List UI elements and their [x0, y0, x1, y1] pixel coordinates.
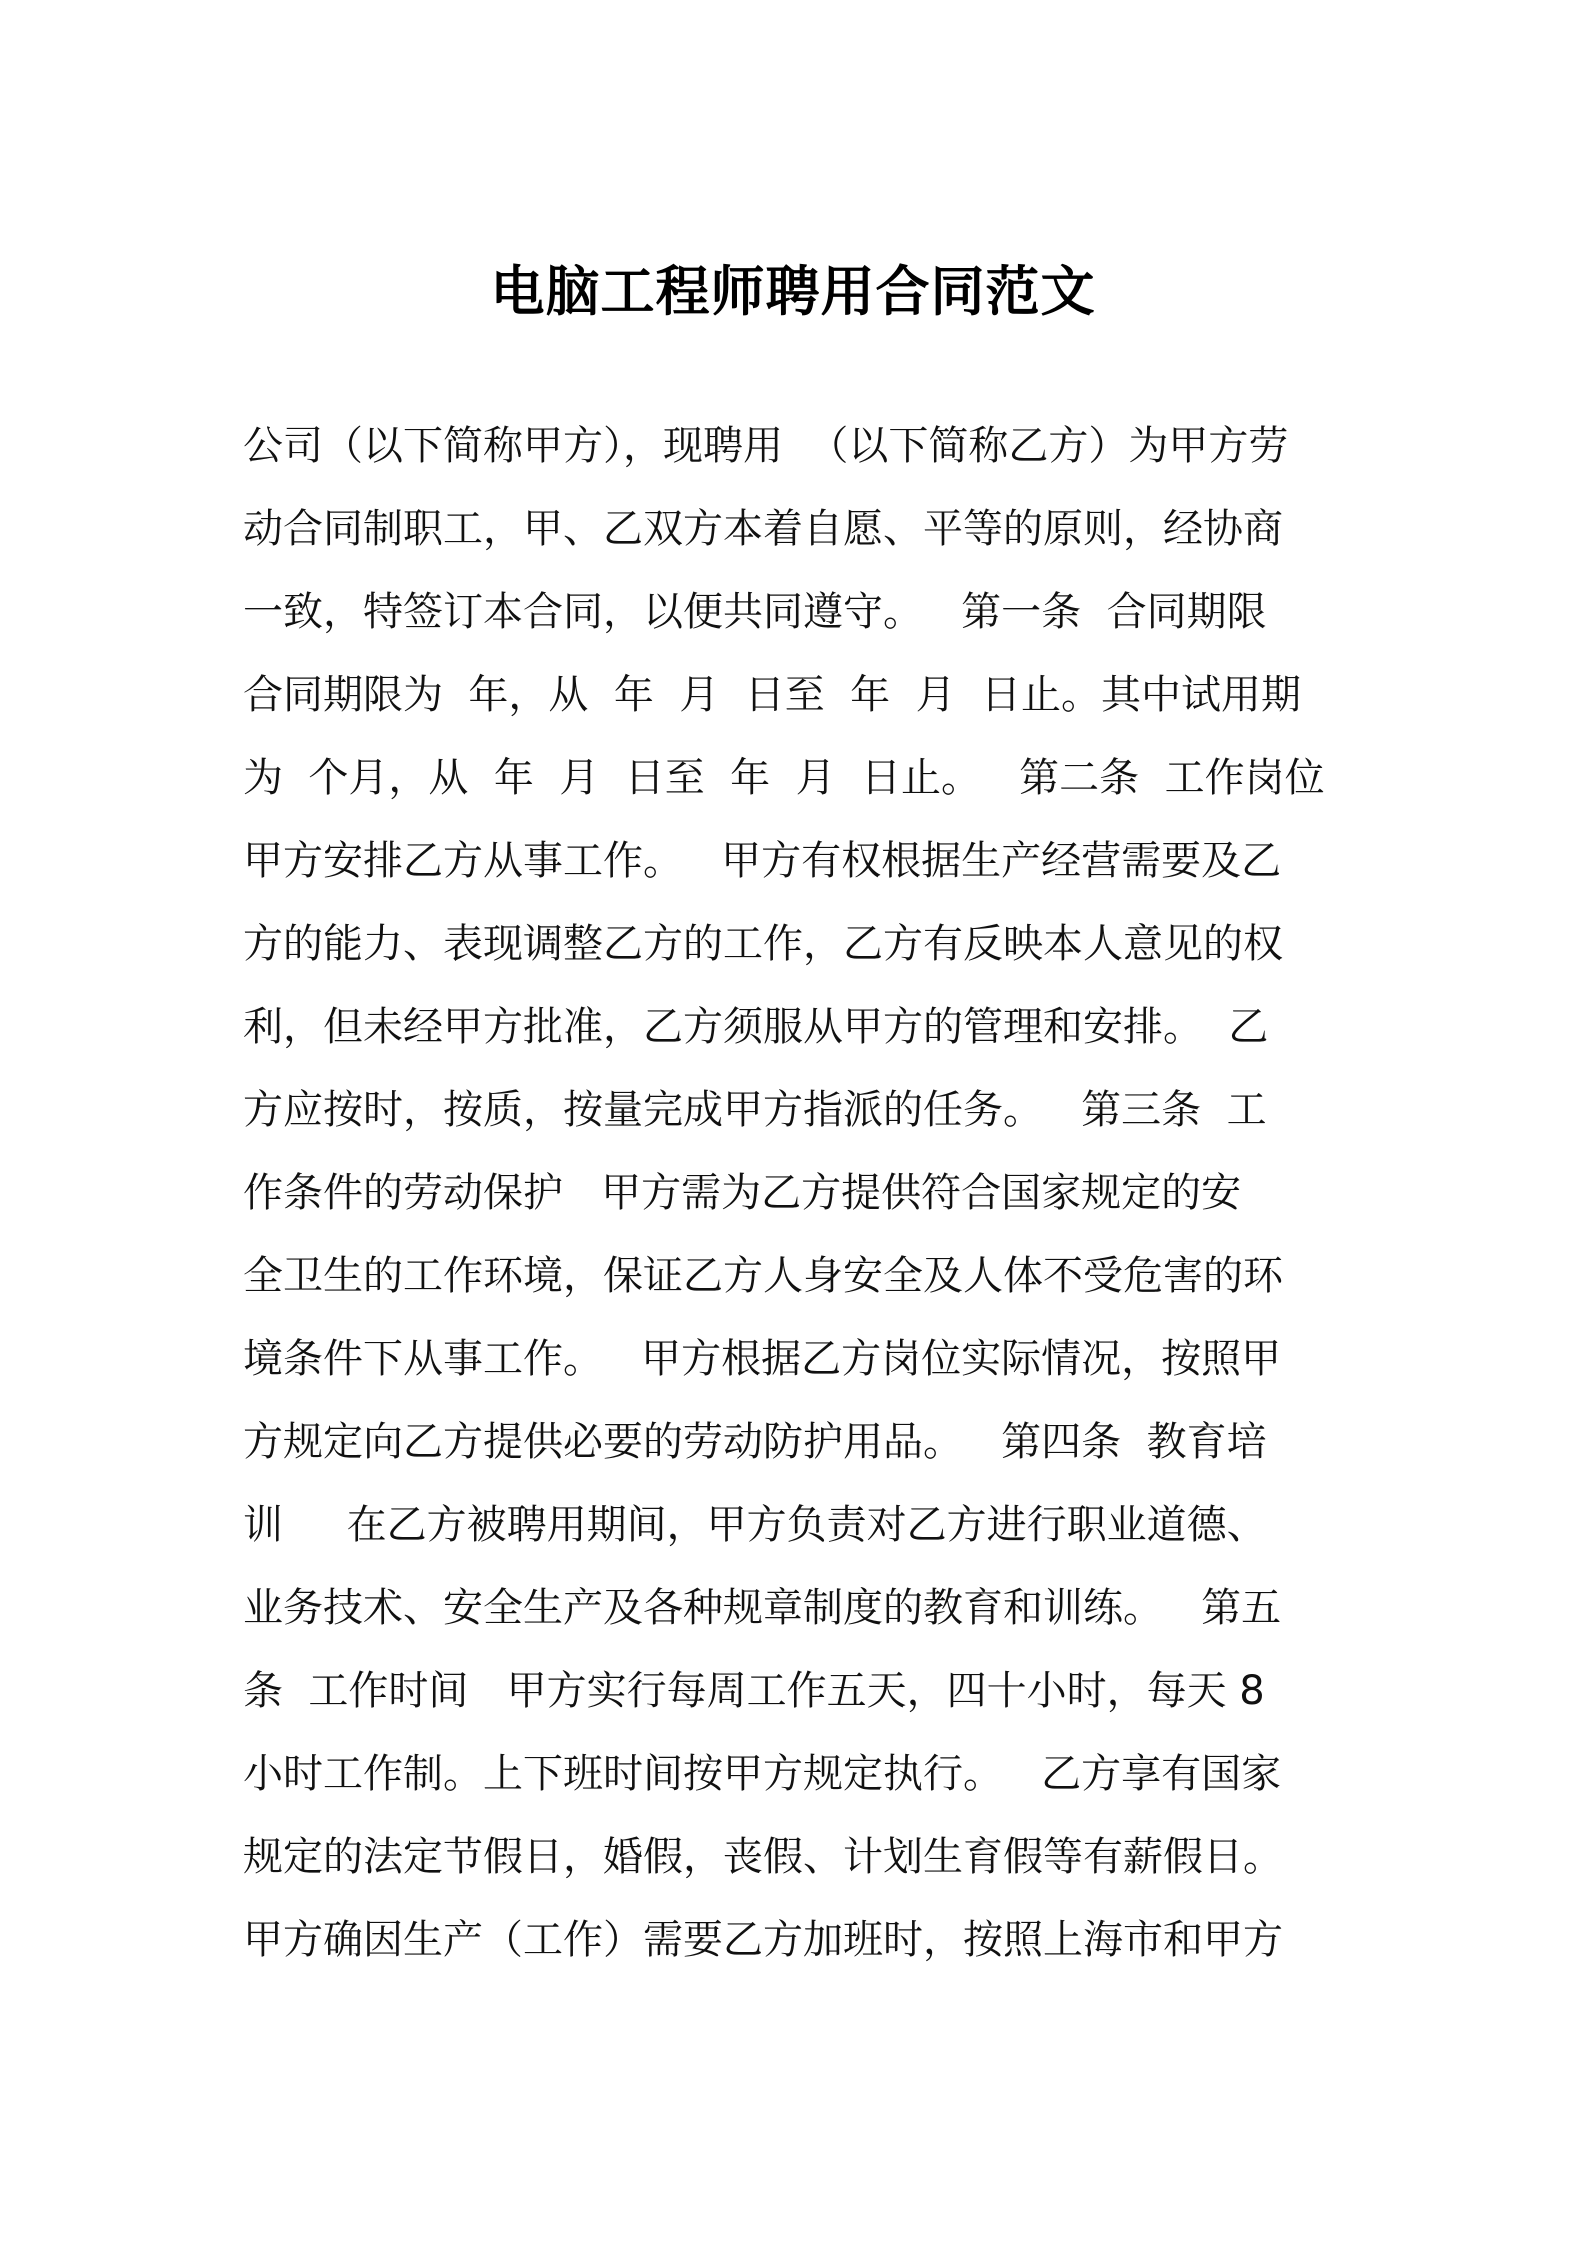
body-line: 公司（以下简称甲方），现聘用 （以下简称乙方）为甲方劳 [243, 423, 1289, 469]
body-line: 方应按时，按质，按量完成甲方指派的任务。 第三条 工 [243, 1087, 1267, 1133]
body-line: 为 个月，从 年 月 日至 年 月 日止。 第二条 工作岗位 [243, 755, 1325, 801]
body-line: 合同期限为 年，从 年 月 日至 年 月 日止。其中试用期 [243, 672, 1302, 718]
body-line: 方的能力、表现调整乙方的工作，乙方有反映本人意见的权 [243, 921, 1283, 967]
body-line: 全卫生的工作环境，保证乙方人身安全及人体不受危害的环 [243, 1253, 1283, 1299]
body-line: 一致，特签订本合同，以便共同遵守。 第一条 合同期限 [243, 589, 1267, 635]
body-line: 训 在乙方被聘用期间，甲方负责对乙方进行职业道德、 [243, 1502, 1267, 1548]
document-body [243, 405, 1363, 1982]
body-line: 动合同制职工，甲、乙双方本着自愿、平等的原则，经协商 [243, 506, 1283, 552]
body-line: 甲方确因生产（工作）需要乙方加班时，按照上海市和甲方 [243, 1917, 1283, 1963]
body-line: 甲方安排乙方从事工作。 甲方有权根据生产经营需要及乙 [243, 838, 1282, 884]
body-line: 条 工作时间 甲方实行每周工作五天，四十小时，每天 8 [243, 1668, 1265, 1714]
document-title: 电脑工程师聘用合同范文 [490, 260, 1096, 323]
body-line: 利，但未经甲方批准，乙方须服从甲方的管理和安排。 乙 [243, 1004, 1269, 1050]
body-line: 作条件的劳动保护 甲方需为乙方提供符合国家规定的安 [243, 1170, 1242, 1216]
body-line: 业务技术、安全生产及各种规章制度的教育和训练。 第五 [243, 1585, 1282, 1631]
body-line: 小时工作制。上下班时间按甲方规定执行。 乙方享有国家 [243, 1751, 1282, 1797]
body-line: 方规定向乙方提供必要的劳动防护用品。 第四条 教育培 [243, 1419, 1267, 1465]
body-line: 规定的法定节假日，婚假，丧假、计划生育假等有薪假日。 [243, 1834, 1283, 1880]
body-line: 境条件下从事工作。 甲方根据乙方岗位实际情况，按照甲 [243, 1336, 1282, 1382]
